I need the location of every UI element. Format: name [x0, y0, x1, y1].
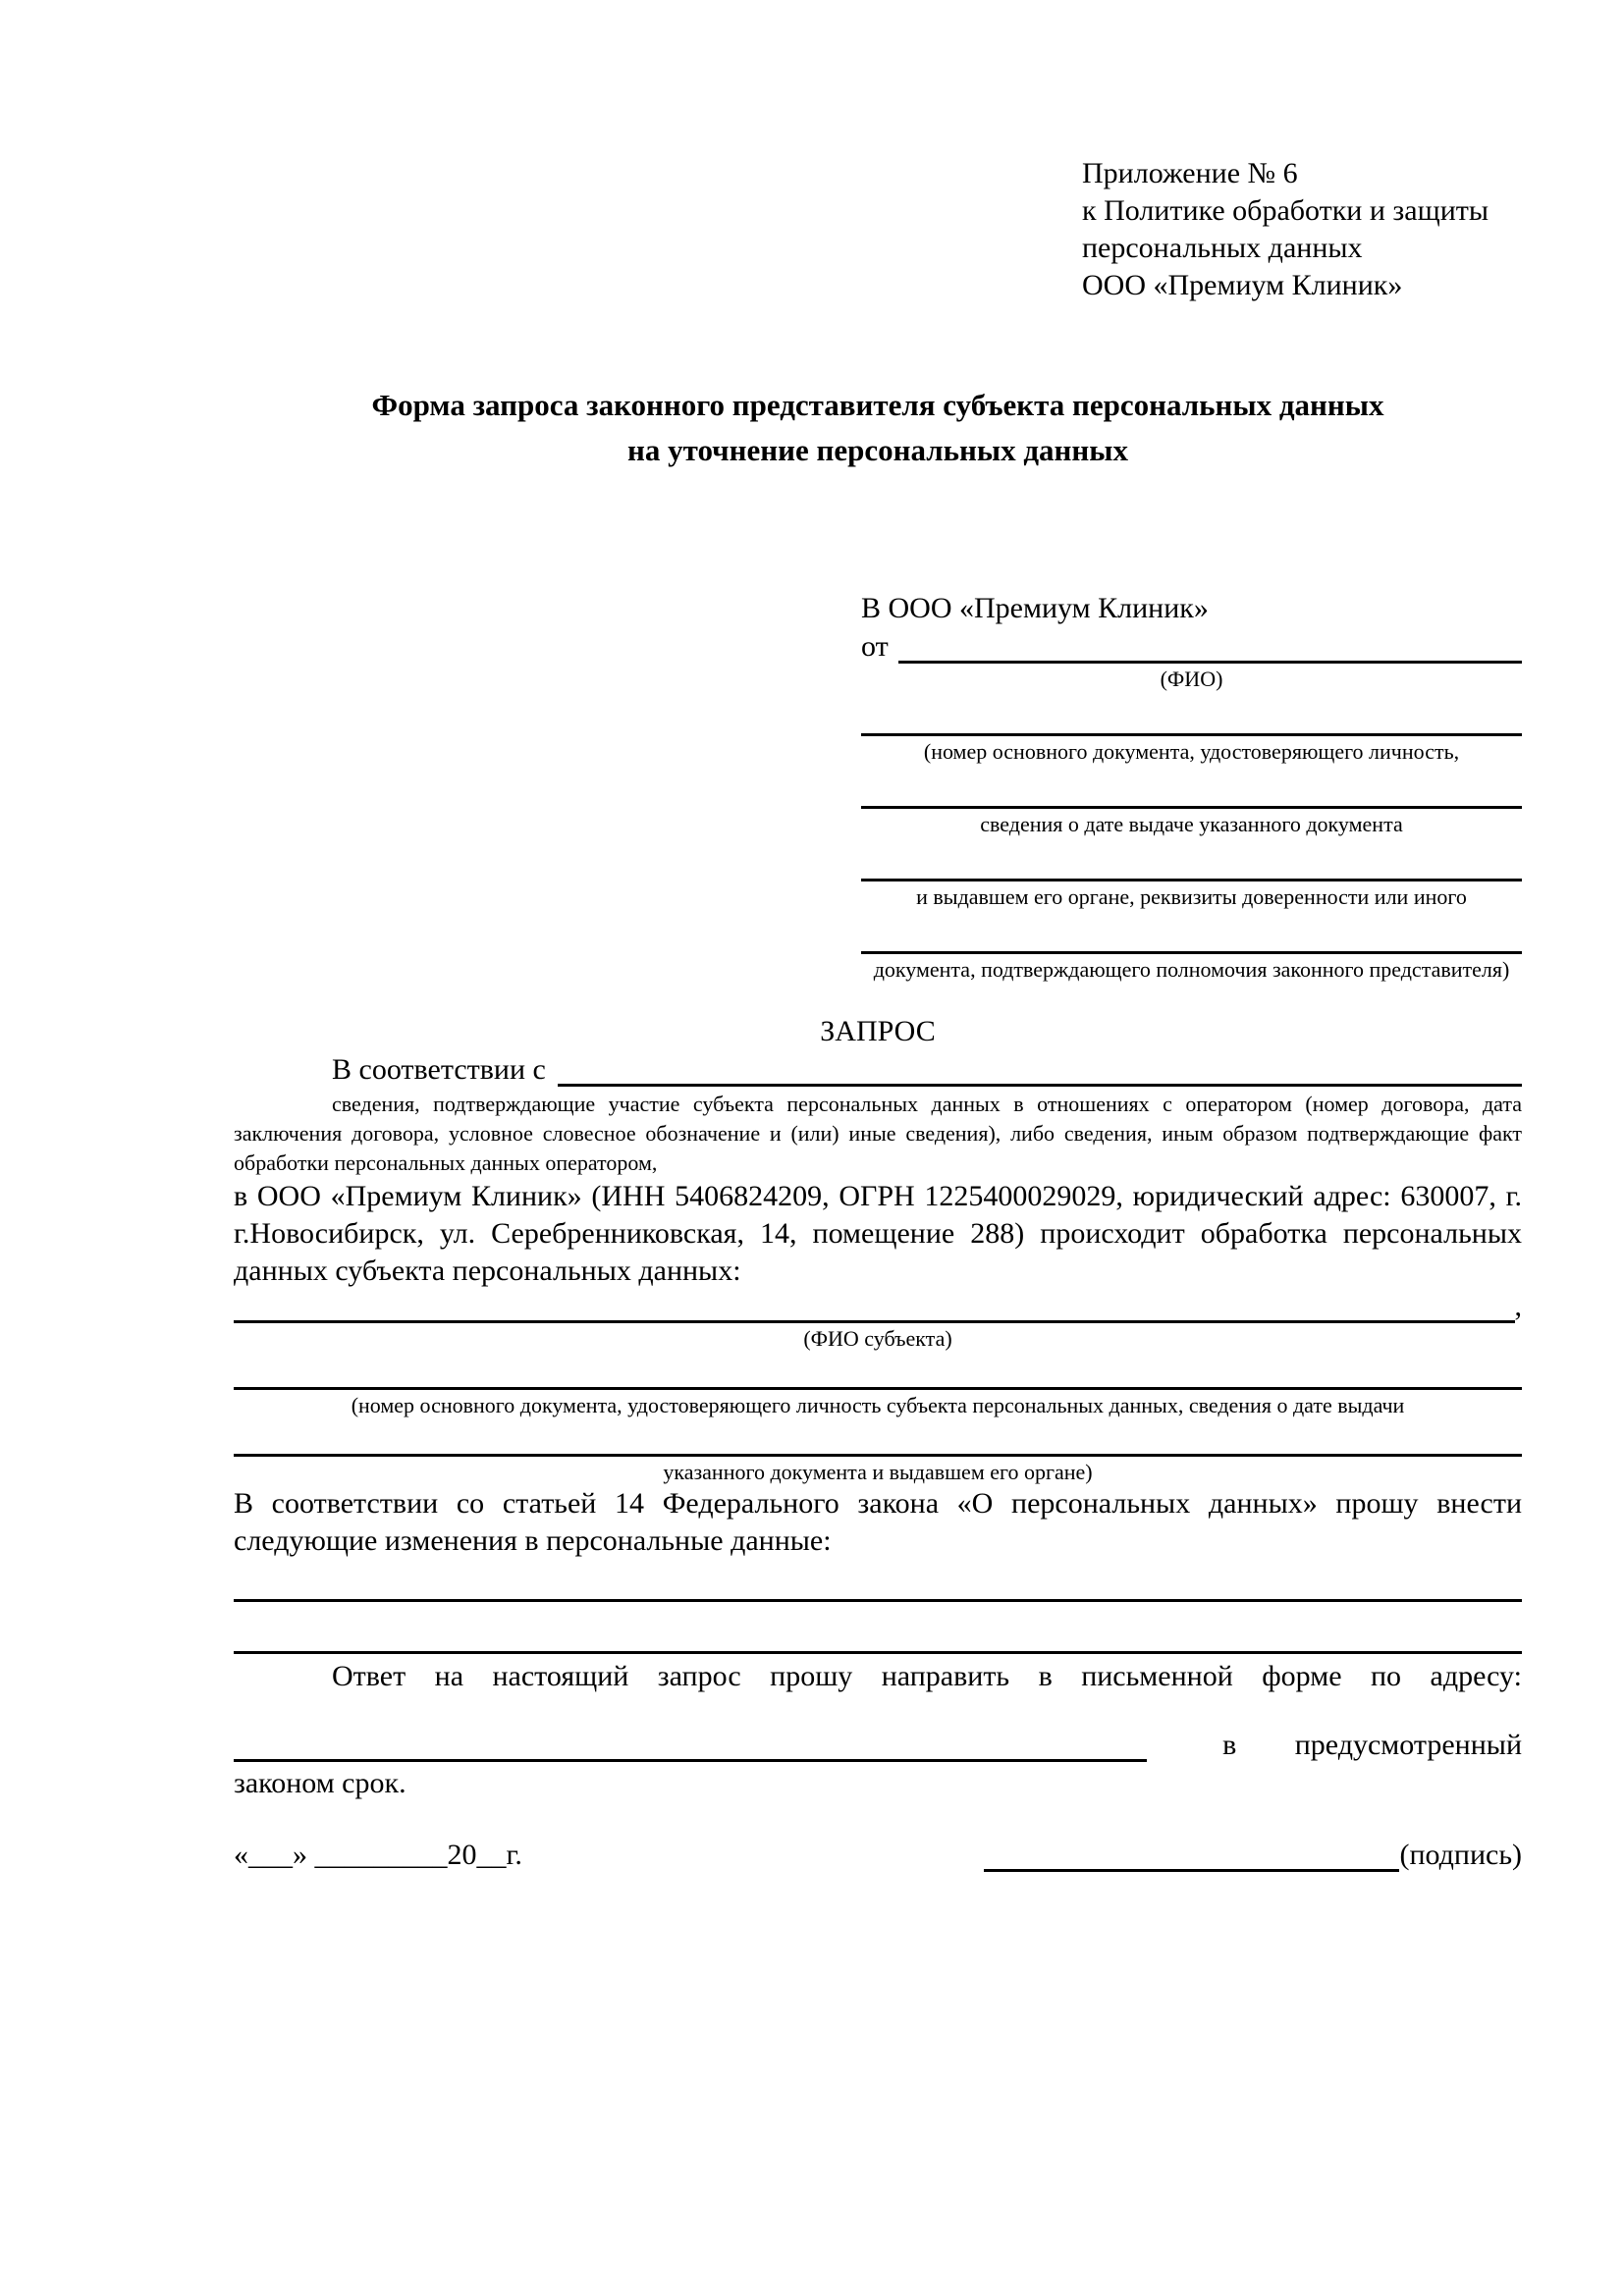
representative-doc-caption-1: (номер основного документа, удостоверяющего личность,: [923, 739, 1460, 764]
representative-doc-blank-line-4: [861, 916, 1522, 954]
reply-tail: законом срок.: [234, 1767, 406, 1799]
form-title-line-2: на уточнение персональных данных: [627, 433, 1128, 467]
comma-suffix: ,: [1514, 1290, 1522, 1322]
signature-caption: (подпись): [1399, 1839, 1522, 1871]
reply-paragraph: Ответ на настоящий запрос прошу направить в письменной форме по адресу:: [332, 1660, 1522, 1692]
addressee-organization: В ООО «Премиум Клиник»: [861, 592, 1209, 624]
signature-group: [984, 1839, 1522, 1872]
form-title-line-1: Форма запроса законного представителя субъекта персональных данных: [371, 388, 1384, 422]
subject-doc-blank-line-1: [234, 1352, 1522, 1390]
subject-doc-caption-1: (номер основного документа, удостоверяющего личность субъекта персональных данных, сведения о дате выдачи: [351, 1393, 1405, 1417]
intro-row: [234, 1051, 1522, 1087]
subject-doc-field-2: [234, 1418, 1522, 1485]
from-label: от: [861, 630, 889, 663]
representative-doc-field-4: [861, 916, 1522, 983]
request-heading: ЗАПРОС: [820, 1015, 936, 1047]
reply-suffix: в предусмотренный: [1222, 1729, 1522, 1761]
intro-blank-line: [558, 1084, 1522, 1087]
subject-fio-blank-line: [234, 1320, 1515, 1323]
representative-doc-field-1: [861, 698, 1522, 765]
from-row: [861, 628, 1522, 664]
annex-line-1: Приложение № 6: [1082, 157, 1298, 189]
subject-doc-field-1: [234, 1352, 1522, 1418]
representative-doc-caption-3: и выдавшем его органе, реквизиты доверенности или иного: [916, 884, 1467, 909]
changes-blank-line-2: [234, 1602, 1522, 1654]
operator-paragraph: в ООО «Премиум Клиник» (ИНН 5406824209, ОГРН 1225400029029, юридический адрес: 630007, г. г.Новосибирск, ул. Серебренниковская, 14, помещение 288) происходит обработка персональных данных субъекта персональных данных:: [234, 1180, 1522, 1287]
representative-doc-blank-line-2: [861, 771, 1522, 809]
subject-doc-blank-line-2: [234, 1418, 1522, 1457]
annex-line-4: ООО «Премиум Клиник»: [1082, 269, 1403, 301]
subject-doc-caption-2: указанного документа и выдавшем его органе): [663, 1460, 1093, 1484]
representative-fio-caption: (ФИО): [1160, 667, 1223, 691]
date-line: «___» _________20__г.: [234, 1839, 522, 1871]
changes-blank-line-1: [234, 1560, 1522, 1602]
footer-row: [234, 1839, 1522, 1872]
subject-fio-row: [234, 1290, 1522, 1323]
annex-reference: [1082, 155, 1522, 304]
annex-line-2: к Политике обработки и защиты: [1082, 194, 1489, 227]
intro-prefix: В соответствии с: [332, 1053, 546, 1086]
representative-fio-blank-line: [898, 661, 1522, 664]
amendment-paragraph: В соответствии со статьей 14 Федерального закона «О персональных данных» прошу внести следующие изменения в персональные данные:: [234, 1487, 1522, 1557]
representative-doc-field-2: [861, 771, 1522, 837]
representative-doc-field-3: [861, 843, 1522, 910]
addressee-block: [861, 589, 1522, 983]
subject-fio-caption: (ФИО субъекта): [803, 1326, 952, 1351]
intro-caption: сведения, подтверждающие участие субъекта персональных данных в отношениях с оператором (номер договора, дата заключения договора, условное словесное обозначение и (или) иные сведения), либо сведения, иным образом подтверждающие факт обработки персональных данных оператором,: [234, 1092, 1522, 1175]
annex-line-3: персональных данных: [1082, 232, 1363, 264]
address-blank-line: [234, 1726, 1147, 1762]
reply-address-row: [234, 1725, 1522, 1762]
signature-blank-line: [984, 1840, 1399, 1872]
representative-doc-caption-2: сведения о дате выдаче указанного документа: [980, 812, 1403, 836]
representative-doc-caption-4: документа, подтверждающего полномочия законного представителя): [873, 957, 1510, 982]
representative-doc-blank-line-3: [861, 843, 1522, 881]
representative-doc-blank-line-1: [861, 698, 1522, 736]
form-title: [234, 383, 1522, 473]
